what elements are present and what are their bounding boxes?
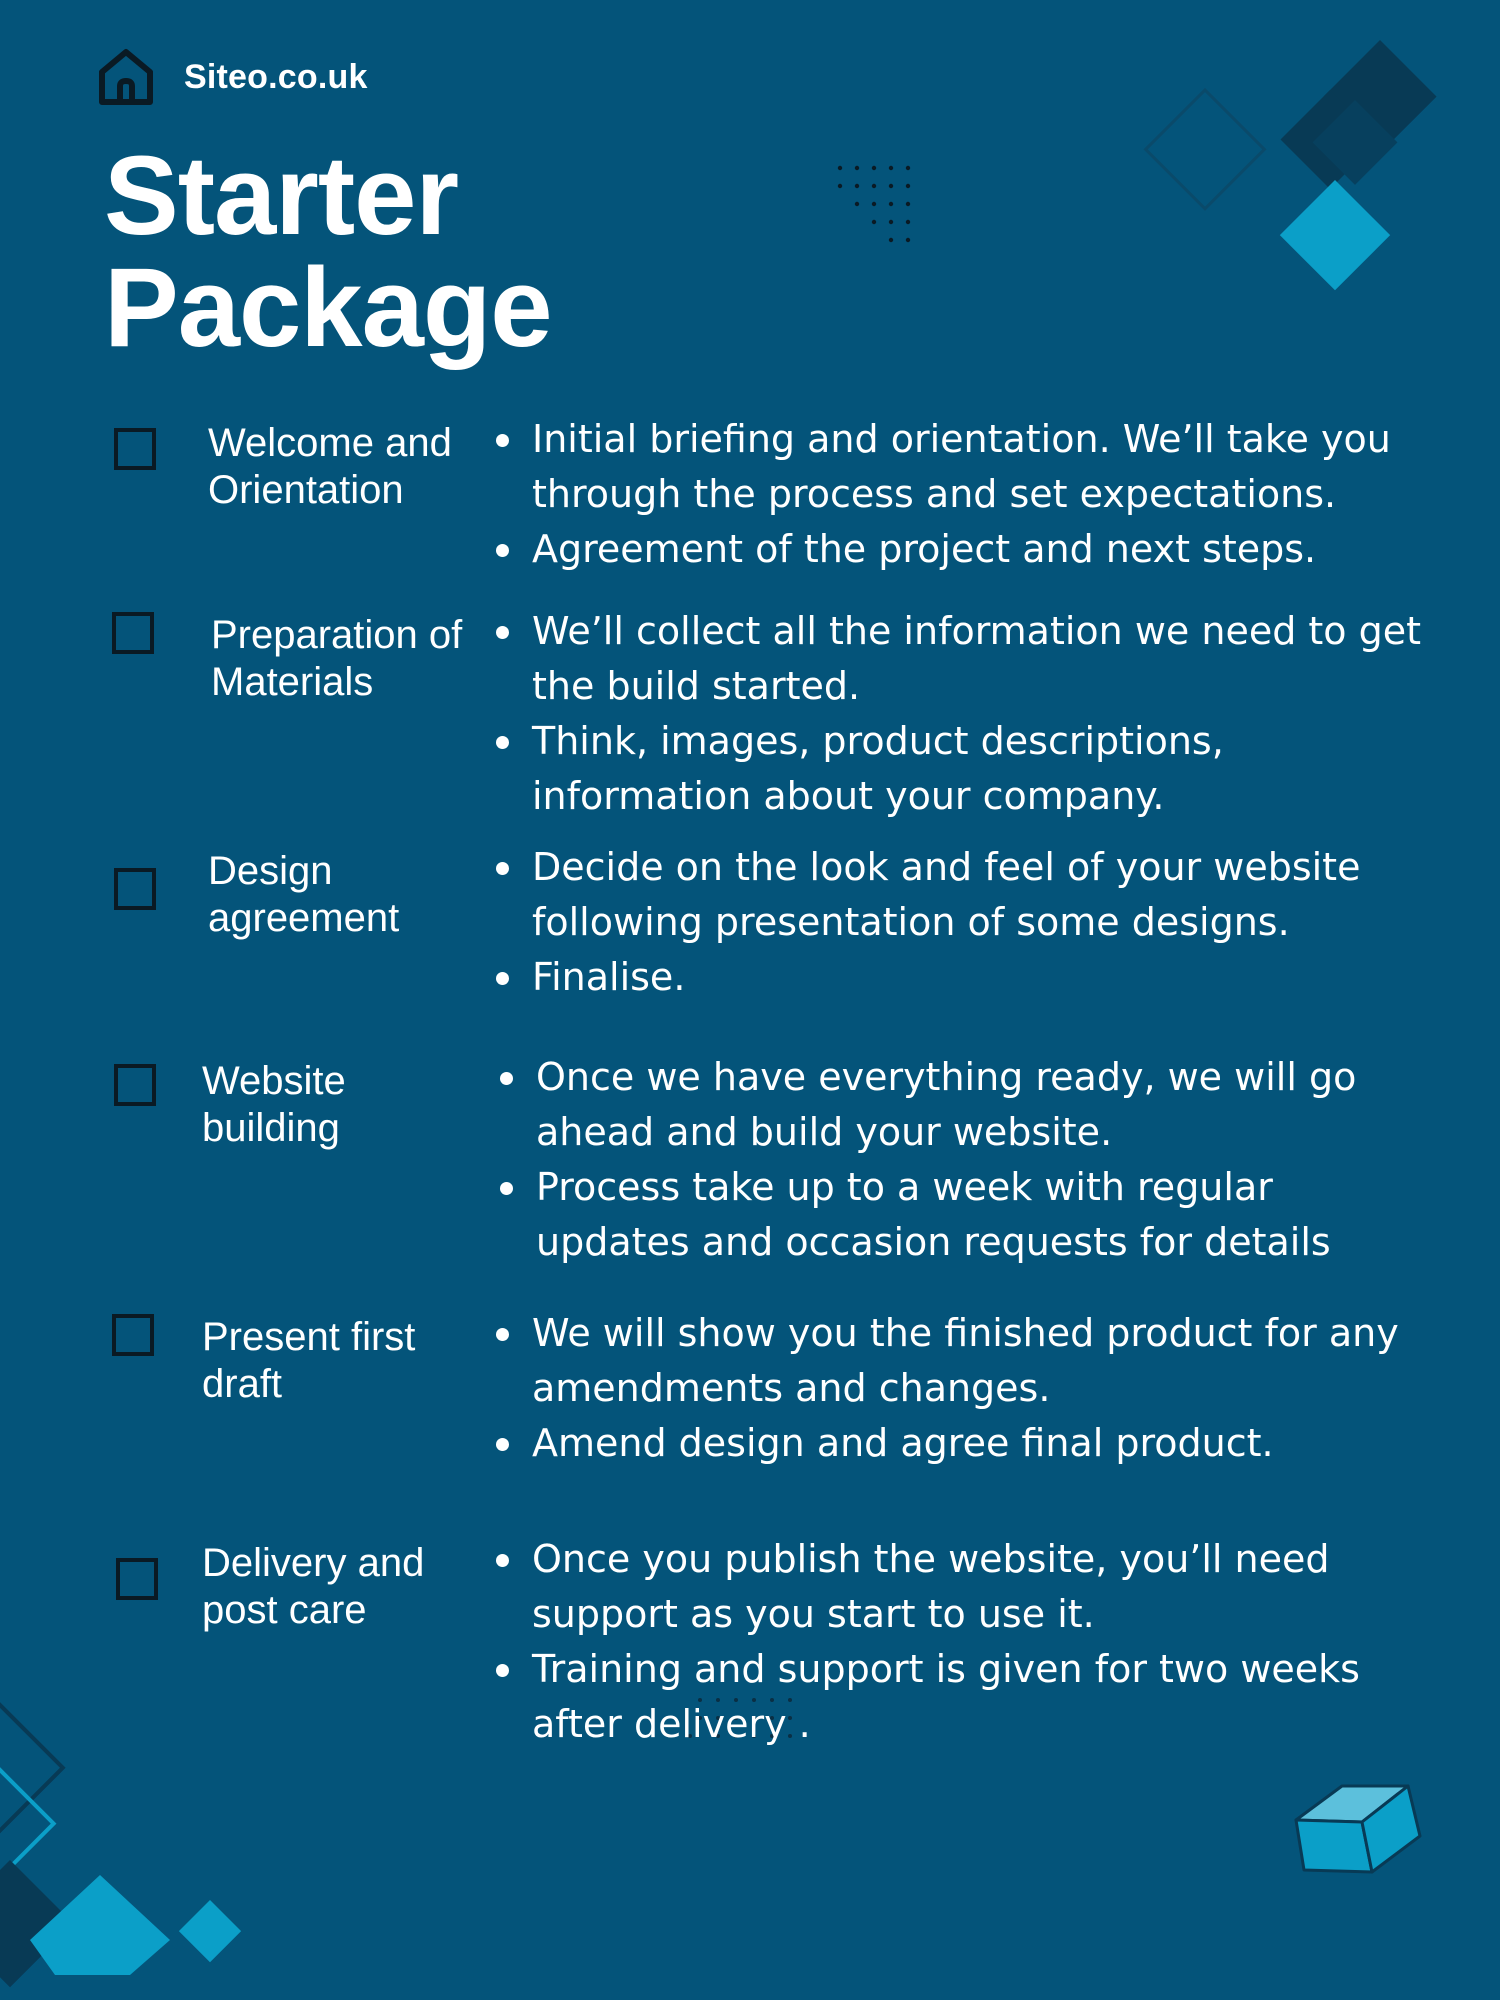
- bullet-item: Initial briefing and orientation. We’ll take you through the process and set expectations.: [492, 412, 1422, 522]
- bullet-item: Training and support is given for two weeks after delivery .: [492, 1642, 1422, 1752]
- step-checkbox[interactable]: [112, 1314, 154, 1356]
- bullet-item: Once you publish the website, you’ll need support as you start to use it.: [492, 1532, 1422, 1642]
- step-checkbox[interactable]: [112, 612, 154, 654]
- outline-diamond: [1146, 90, 1265, 209]
- title-line-2: Package: [104, 245, 552, 370]
- cube-graphic: [1296, 1786, 1420, 1872]
- step-label: Website building: [202, 1059, 346, 1150]
- brand-header: [98, 48, 368, 106]
- bullet-item: Amend design and agree final product.: [492, 1416, 1422, 1471]
- bullet-item: We’ll collect all the information we need to get the build started.: [492, 604, 1422, 714]
- step-bullets: [492, 840, 1422, 1005]
- top-right-diamond-cluster: [1146, 40, 1437, 290]
- step-label: Design agreement: [208, 849, 400, 940]
- blue-triangle: [30, 1875, 170, 1975]
- brand-name: Siteo.co.uk: [184, 57, 368, 96]
- bullet-item: Process take up to a week with regular updates and occasion requests for details: [496, 1160, 1426, 1270]
- home-icon: [98, 48, 154, 106]
- bullet-item: Finalise.: [492, 950, 1422, 1005]
- bullet-item: Decide on the look and feel of your website following presentation of some designs.: [492, 840, 1422, 950]
- title-line-1: Starter: [104, 133, 459, 258]
- step-label: Preparation of Materials: [211, 613, 463, 704]
- page-title: [104, 133, 552, 370]
- step-bullets: [492, 1532, 1422, 1752]
- step-bullets: [492, 604, 1422, 824]
- step-label: Welcome and Orientation: [208, 421, 452, 512]
- step-checkbox[interactable]: [114, 868, 156, 910]
- blue-diamond: [179, 1900, 241, 1962]
- bullet-item: Once we have everything ready, we will go ahead and build your website.: [496, 1050, 1426, 1160]
- step-bullets: [492, 412, 1422, 577]
- blue-diamond: [1280, 180, 1390, 290]
- step-checkbox[interactable]: [114, 1064, 156, 1106]
- bullet-item: Think, images, product descriptions, information about your company.: [492, 714, 1422, 824]
- bullet-item: We will show you the finished product for any amendments and changes.: [492, 1306, 1422, 1416]
- bullet-item: Agreement of the project and next steps.: [492, 522, 1422, 577]
- step-checkbox[interactable]: [116, 1558, 158, 1600]
- step-bullets: [492, 1306, 1422, 1471]
- step-bullets: [496, 1050, 1426, 1270]
- step-checkbox[interactable]: [114, 428, 156, 470]
- bottom-left-diamond-cluster: [0, 1690, 241, 1987]
- step-label: Present first draft: [202, 1315, 416, 1406]
- step-label: Delivery and post care: [202, 1541, 425, 1632]
- dot-grid-top: [838, 166, 910, 242]
